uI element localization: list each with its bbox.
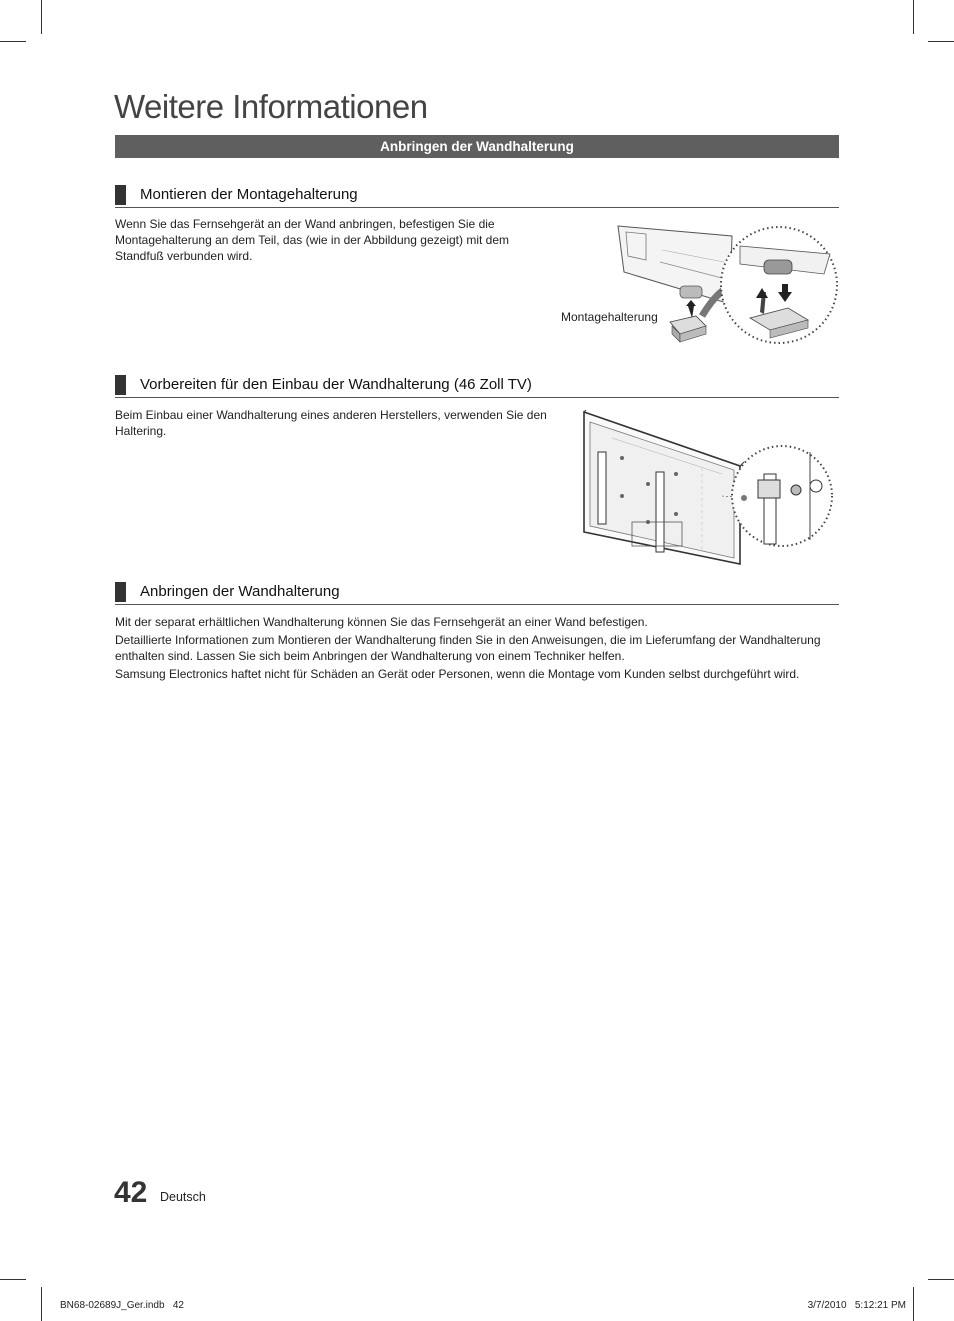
mounting-bracket-illustration bbox=[612, 222, 838, 346]
file-info: BN68-02689J_Ger.indb 42 bbox=[60, 1300, 184, 1311]
crop-mark bbox=[0, 41, 26, 42]
crop-mark bbox=[41, 0, 42, 34]
subsection-heading bbox=[115, 185, 839, 208]
page-language: Deutsch bbox=[160, 1190, 206, 1204]
subsection-heading bbox=[115, 582, 839, 605]
crop-mark bbox=[0, 1279, 26, 1280]
heading-text: Anbringen der Wandhalterung bbox=[140, 583, 340, 600]
heading-text: Vorbereiten für den Einbau der Wandhalterung (46 Zoll TV) bbox=[140, 376, 532, 393]
body-paragraph: Wenn Sie das Fernsehgerät an der Wand anbringen, befestigen Sie die Montagehalterung an dem Teil, das (wie in der Abbildung gezeigt) mit dem Standfuß verbunden wird. bbox=[115, 217, 510, 263]
print-timestamp: 3/7/2010 5:12:21 PM bbox=[807, 1300, 906, 1311]
crop-mark bbox=[913, 1287, 914, 1321]
subsection-heading bbox=[115, 375, 839, 398]
heading-marker bbox=[115, 582, 126, 602]
figure-label: Montagehalterung bbox=[561, 310, 658, 324]
crop-mark bbox=[41, 1287, 42, 1321]
crop-mark bbox=[928, 1279, 954, 1280]
crop-mark bbox=[913, 0, 914, 34]
section-bar: Anbringen der Wandhalterung bbox=[115, 135, 839, 158]
heading-marker bbox=[115, 185, 126, 205]
crop-mark bbox=[928, 41, 954, 42]
heading-text: Montieren der Montagehalterung bbox=[140, 186, 358, 203]
tv-wall-mount-illustration bbox=[582, 410, 838, 566]
body-paragraph: Beim Einbau einer Wandhalterung eines anderen Herstellers, verwenden Sie den Haltering. bbox=[115, 408, 547, 438]
heading-marker bbox=[115, 375, 126, 395]
page-number: 42 bbox=[114, 1176, 148, 1209]
page-title: Weitere Informationen bbox=[114, 88, 428, 125]
body-paragraph: Mit der separat erhältlichen Wandhalterung können Sie das Fernsehgerät an einer Wand befestigen. Detaillierte Informationen zum Montieren der Wandhalterung finden Sie in den Anweisungen, die im Lieferumfang der Wandhalterung enthalten sind. Lassen Sie sich beim Anbringen der Wandhalterung von einem Techniker helfen. Samsung Electronics haftet nicht für Schäden an Gerät oder Personen, wenn die Montage vom Kunden selbst durchgeführt wird. bbox=[115, 615, 821, 681]
